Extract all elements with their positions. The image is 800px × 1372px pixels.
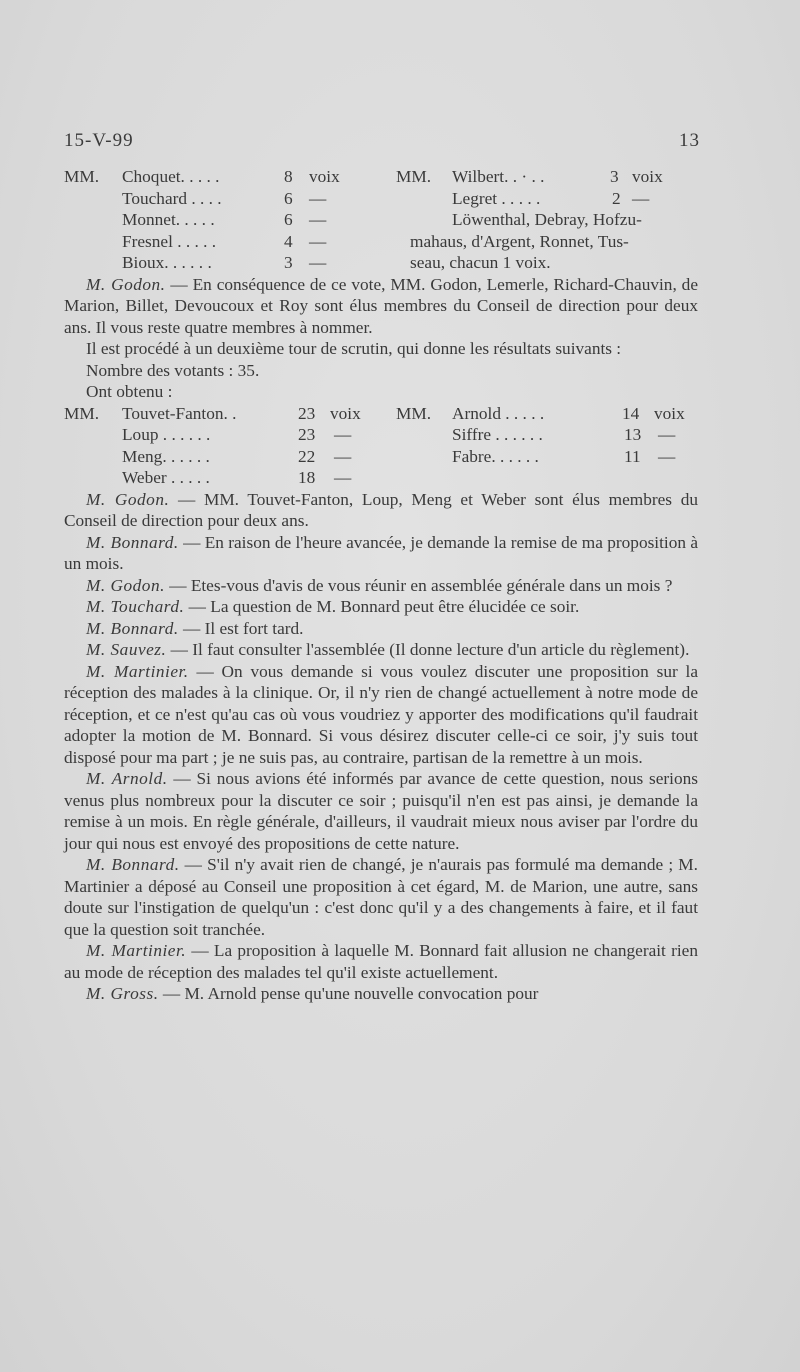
vote-count: 23 (298, 425, 316, 444)
speaker-name: M. Martinier. (86, 661, 189, 681)
speaker-name: M. Bonnard. (86, 618, 179, 638)
vote-name: Arnold . . . . . (452, 403, 545, 423)
vote-name: Wilbert. . · . . (452, 167, 545, 186)
paragraph (64, 661, 698, 769)
vote-name: Meng. . . . . . (122, 446, 210, 466)
vote-count: 6 (284, 210, 293, 229)
paragraph-text: — Si nous avions été informés par avance de cette question, nous serions venus plus nombreux pour la discuter ce soir ; puisqu'il n'en est pas ainsi, je demande la remise à un mois. En règle générale, d'ailleurs, il vaudrait mieux nous aviser par l'ordre du jour qui nous est envoyé des propositions de cette nature. (64, 769, 698, 853)
vote-prefix: MM. (64, 167, 100, 186)
paragraph-text: — La question de M. Bonnard peut être élucidée ce soir. (184, 597, 580, 616)
vote-count: 8 (284, 167, 293, 186)
vote-name: Touchard . . . . (122, 188, 222, 208)
vote-unit: — (309, 188, 327, 208)
vote-name: Loup . . . . . . (122, 425, 211, 444)
paragraph (64, 274, 698, 339)
paragraph-text: — S'il n'y avait rien de changé, je n'aurais pas formulé ma demande ; M. Martinier a déposé au Conseil une proposition à cet égard, M. de Marion, une autre, sans doute sur l'instigation de quelqu'un : c'est donc qu'il y a des changements à faire, et il faut que la question soit tranchée. (64, 855, 698, 939)
vote-unit: voix (330, 403, 361, 423)
vote-count: 6 (284, 188, 293, 208)
vote-unit: — (334, 425, 352, 444)
paragraph-text: Il est procédé à un deuxième tour de scrutin, qui donne les résultats suivants : (86, 339, 622, 358)
paragraph (64, 639, 698, 661)
paragraph-text: — On vous demande si vous voulez discuter une proposition sur la réception des malades à la clinique. Or, il n'y rien de changé actuellement à notre mode de réception, et ce n'est qu'au cas où vous voudriez y apporter des modifications qu'il faudrait adopter la motion de M. Bonnard. Si vous désirez discuter celle-ci ce soir, j'y suis tout disposé pour ma part ; je ne suis pas, au contraire, partisan de la remettre à un mois. (64, 661, 698, 767)
vote-row (64, 467, 698, 489)
vote-table-second-round (64, 403, 698, 489)
vote-count: 22 (298, 446, 316, 466)
vote-count: 23 (298, 403, 316, 423)
paragraph-text: — Il est fort tard. (178, 618, 304, 638)
page-header (64, 130, 700, 152)
vote-row (64, 424, 698, 446)
paragraph (64, 489, 698, 532)
vote-name: Bioux. . . . . . (122, 253, 212, 272)
paragraph-text: — En raison de l'heure avancée, je demande la remise de ma proposition à un mois. (64, 532, 699, 573)
vote-name: Monnet. . . . . (122, 210, 215, 229)
vote-unit: — (658, 446, 676, 466)
vote-count: 13 (624, 425, 642, 444)
obtenu-line: Ont obtenu : (86, 382, 173, 401)
paragraph (64, 983, 698, 1005)
vote-name: Fresnel . . . . . (122, 231, 217, 251)
vote-count: 11 (624, 446, 641, 466)
speaker-name: M. Sauvez. (86, 640, 167, 659)
vote-name: Fabre. . . . . . (452, 446, 539, 466)
discussion (64, 489, 698, 1005)
vote-row (64, 446, 698, 468)
paragraph (64, 854, 698, 940)
vote-note: mahaus, d'Argent, Ronnet, Tus- (410, 231, 629, 251)
speaker-name: M. Martinier. (86, 941, 187, 960)
paragraph (64, 768, 698, 854)
page-number: 13 (679, 130, 700, 151)
paragraph-text: — En conséquence de ce vote, MM. Godon, Lemerle, Richard-Chauvin, de Marion, Billet, Devoucoux et Roy sont élus membres du Conseil de direction pour deux ans. Il vous reste quatre membres à nommer. (64, 274, 698, 337)
paragraph-text: — M. Arnold pense qu'une nouvelle convocation pour (158, 984, 539, 1003)
speaker-name: M. Touchard. (86, 597, 185, 616)
speaker-name: M. Bonnard. (86, 855, 180, 874)
vote-count: 2 (612, 188, 621, 208)
votants-line: Nombre des votants : 35. (86, 360, 260, 380)
paragraph-text: — La proposition à laquelle M. Bonnard fait allusion ne changerait rien au mode de réception des malades tel qu'il existe actuellement. (64, 941, 698, 982)
speaker-name: M. Arnold. (86, 769, 168, 788)
vote-count: 3 (284, 253, 293, 272)
vote-unit: — (334, 446, 352, 466)
vote-note: Löwenthal, Debray, Hofzu- (452, 210, 642, 229)
vote-prefix: MM. (396, 167, 432, 186)
paragraph-text: — Etes-vous d'avis de vous réunir en assemblée générale dans un mois ? (164, 575, 673, 595)
vote-unit: — (309, 231, 327, 251)
vote-unit: — (309, 253, 327, 272)
vote-note: seau, chacun 1 voix. (410, 253, 551, 272)
vote-count: 4 (284, 231, 293, 251)
vote-unit: — (658, 425, 676, 444)
vote-unit: voix (654, 403, 685, 423)
vote-table-first-round (64, 166, 698, 274)
vote-row (64, 188, 698, 210)
vote-row (64, 403, 698, 425)
vote-unit: voix (309, 167, 340, 186)
speaker-name: M. Godon. (86, 489, 170, 509)
vote-row (64, 166, 698, 188)
paragraph-text: — MM. Touvet-Fanton, Loup, Meng et Weber sont élus membres du Conseil de direction pour deux ans. (64, 489, 698, 530)
vote-row (64, 252, 698, 274)
vote-unit: — (334, 468, 352, 487)
speaker-name: M. Godon. (86, 575, 165, 595)
vote-name: Siffre . . . . . . (452, 425, 543, 444)
page-body (64, 166, 698, 1005)
vote-name: Legret . . . . . (452, 188, 541, 208)
paragraph-text: — Il faut consulter l'assemblée (Il donne lecture d'un article du règlement). (166, 640, 690, 659)
speaker-name: M. Bonnard. (86, 532, 179, 552)
vote-unit: — (309, 210, 327, 229)
vote-unit: — (632, 188, 650, 208)
speaker-name: M. Gross. (86, 984, 159, 1003)
vote-name: Touvet-Fanton. . (122, 403, 237, 423)
vote-count: 3 (610, 167, 619, 186)
vote-prefix: MM. (396, 403, 432, 423)
vote-name: Choquet. . . . . (122, 167, 220, 186)
vote-name: Weber . . . . . (122, 468, 210, 487)
vote-count: 14 (622, 403, 640, 423)
paragraph (64, 338, 698, 360)
vote-row (64, 231, 698, 253)
speaker-name: M. Godon. (86, 274, 166, 294)
vote-count: 18 (298, 468, 316, 487)
vote-row (64, 209, 698, 231)
vote-unit: voix (632, 167, 663, 186)
paragraph (64, 940, 698, 983)
paragraph (64, 618, 698, 640)
vote-prefix: MM. (64, 403, 100, 423)
paragraph (64, 575, 698, 597)
paragraph (64, 532, 698, 575)
paragraph (64, 596, 698, 618)
page-date: 15-V-99 (64, 130, 134, 151)
